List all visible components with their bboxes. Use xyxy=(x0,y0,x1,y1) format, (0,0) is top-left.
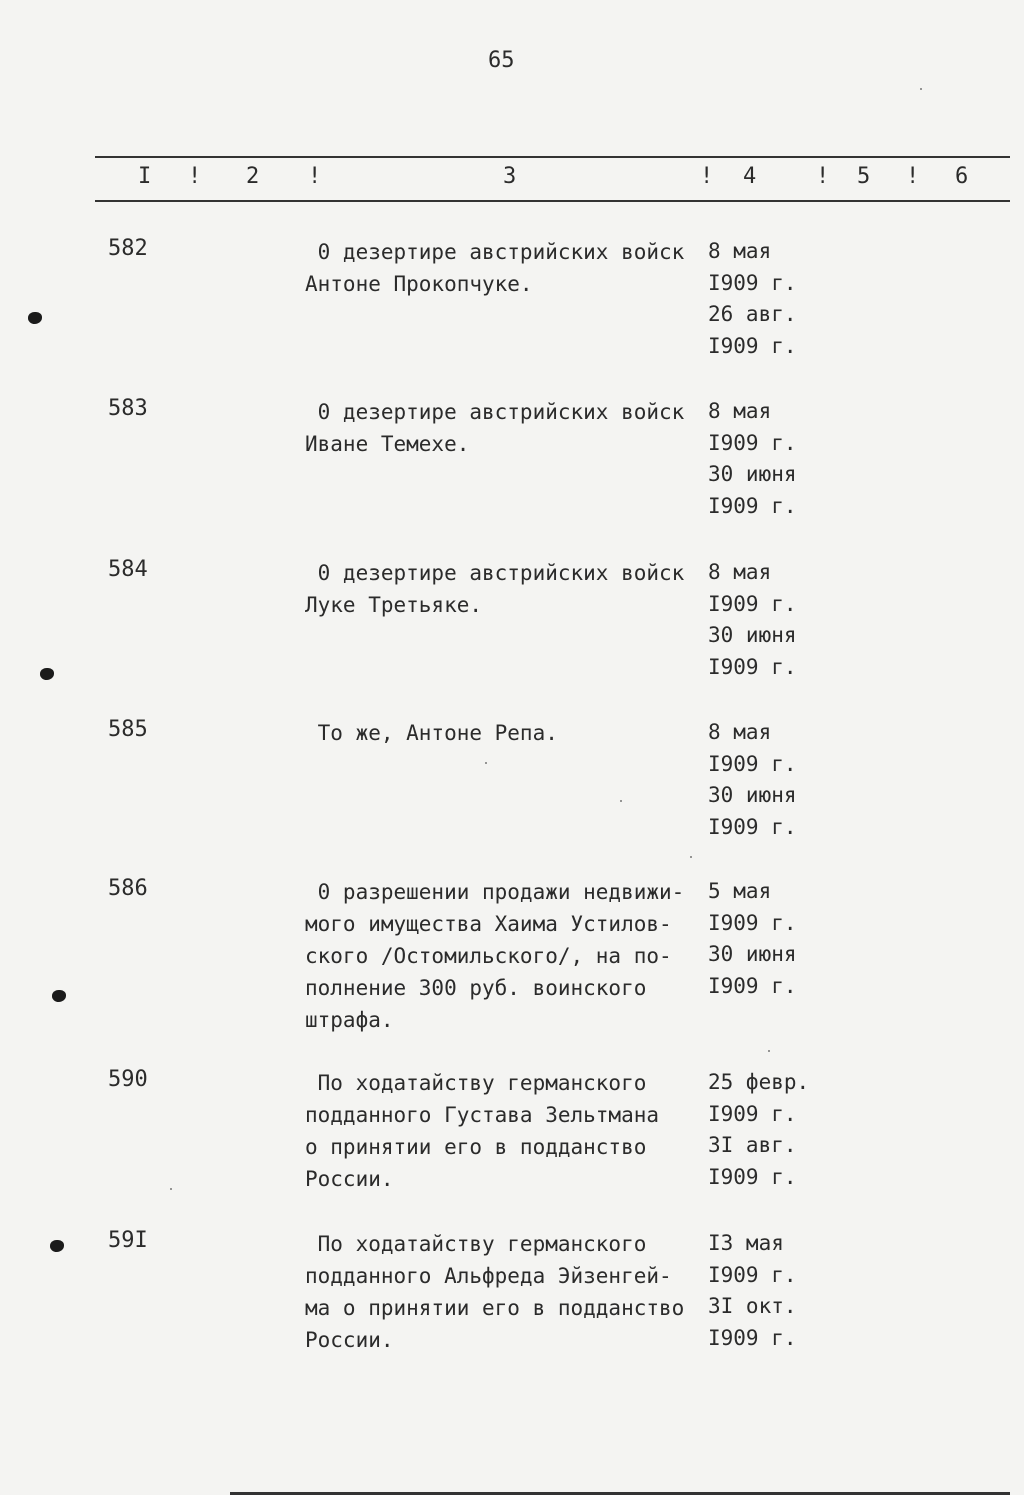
header-col-5: 5 xyxy=(857,164,871,189)
speck xyxy=(170,1188,172,1190)
case-dates: 25 февр. I909 г. 3I авг. I909 г. xyxy=(708,1070,810,1189)
case-description: По ходатайству германского подданного Густава Зельтмана о принятии его в подданство России. xyxy=(305,1071,660,1191)
header-separator: ! xyxy=(906,164,920,189)
case-description: По ходатайству германского подданного Альфреда Эйзенгей- ма о принятии его в подданство России. xyxy=(305,1232,685,1352)
table-top-rule xyxy=(95,156,1010,158)
header-separator: ! xyxy=(188,164,202,189)
case-description: То же, Антоне Репа. xyxy=(305,721,558,745)
case-number: 582 xyxy=(108,236,148,261)
speck xyxy=(920,88,922,90)
case-description: 0 дезертире австрийских войск Иване Темехе. xyxy=(305,400,685,456)
case-dates: 5 мая I909 г. 30 июня I909 г. xyxy=(708,879,797,998)
binding-hole xyxy=(50,1240,64,1252)
header-col-2: 2 xyxy=(246,164,260,189)
header-separator: ! xyxy=(700,164,714,189)
binding-hole xyxy=(52,990,66,1002)
case-dates: 8 мая I909 г. 30 июня I909 г. xyxy=(708,560,797,679)
speck xyxy=(620,800,622,802)
binding-hole xyxy=(28,312,42,324)
case-dates: 8 мая I909 г. 30 июня I909 г. xyxy=(708,399,797,518)
speck xyxy=(690,856,692,858)
binding-hole xyxy=(40,668,54,680)
table-header-rule xyxy=(95,200,1010,202)
header-col-4: 4 xyxy=(743,164,757,189)
case-number: 590 xyxy=(108,1067,148,1092)
header-col-6: 6 xyxy=(955,164,969,189)
case-dates: I3 мая I909 г. 3I окт. I909 г. xyxy=(708,1231,797,1350)
speck xyxy=(768,1050,770,1052)
case-description: 0 дезертире австрийских войск Луке Третьяке. xyxy=(305,561,685,617)
header-separator: ! xyxy=(816,164,830,189)
case-description: 0 дезертире австрийских войск Антоне Прокопчуке. xyxy=(305,240,685,296)
case-description: 0 разрешении продажи недвижи- мого имущества Хаима Устилов- ского /Остомильского/, на по- полнение 300 руб. воинского штрафа. xyxy=(305,880,685,1032)
header-col-1: I xyxy=(138,164,152,189)
case-number: 585 xyxy=(108,717,148,742)
case-number: 586 xyxy=(108,876,148,901)
header-separator: ! xyxy=(308,164,322,189)
case-number: 584 xyxy=(108,557,148,582)
case-number: 583 xyxy=(108,396,148,421)
case-dates: 8 мая I909 г. 30 июня I909 г. xyxy=(708,720,797,839)
case-number: 59I xyxy=(108,1228,148,1253)
speck xyxy=(485,762,487,764)
page-number: 65 xyxy=(488,48,515,73)
case-dates: 8 мая I909 г. 26 авг. I909 г. xyxy=(708,239,797,358)
header-col-3: 3 xyxy=(503,164,517,189)
